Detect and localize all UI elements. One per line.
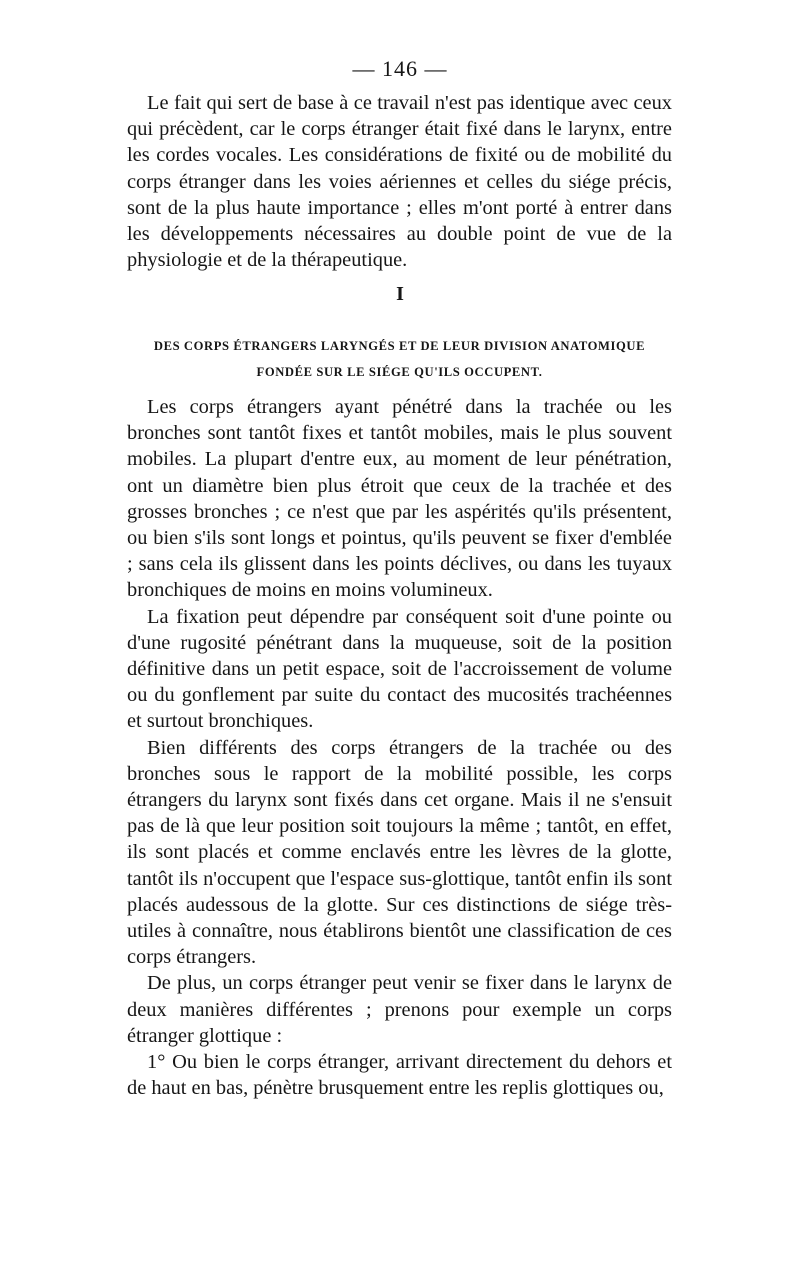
section-title: [127, 333, 672, 385]
body-text-block: [127, 394, 672, 1101]
intro-paragraph: Le fait qui sert de base à ce travail n'est pas identique avec ceux qui précèdent, car le corps étranger était fixé dans le larynx, entre les cordes vocales. Les considérations de fixité ou de mobilité du corps étranger dans les voies aériennes et celles du siége précis, sont de la plus haute importance ; elles m'ont porté à entrer dans les développements nécessaires au double point de vue de la physiologie et de la thérapeutique.: [127, 92, 672, 272]
paragraph: La fixation peut dépendre par conséquent soit d'une pointe ou d'une rugosité pénétrant dans la muqueuse, soit de la position définitive dans un petit espace, soit de l'accroissement de volume ou du gonflement par suite du contact des mucosités trachéennes et surtout bronchiques.: [127, 605, 672, 733]
paragraph: De plus, un corps étranger peut venir se fixer dans le larynx de deux manières différentes ; prenons pour exemple un corps étranger glottique :: [127, 972, 672, 1047]
section-number: I: [396, 283, 404, 305]
paragraph: Bien différents des corps étrangers de la trachée ou des bronches sous le rapport de la mobilité possible, les corps étrangers du larynx sont fixés dans cet organe. Mais il ne s'ensuit pas de là que leur position soit toujours la même ; tantôt, en effet, ils sont placés et comme enclavés entre les lèvres de la glotte, tantôt ils n'occupent que l'espace sus-glottique, tantôt enfin ils sont placés audessous de la glotte. Sur ces distinctions de siége très-utiles à connaître, nous établirons bientôt une classification de ces corps étrangers.: [127, 736, 672, 969]
section-title-line-2: FONDÉE SUR LE SIÉGE QU'ILS OCCUPENT.: [256, 365, 543, 379]
paragraph: 1° Ou bien le corps étranger, arrivant directement du dehors et de haut en bas, pénètre brusquement entre les replis glottiques ou,: [127, 1051, 672, 1100]
intro-paragraph-block: [127, 90, 672, 273]
page-number: — 146 —: [352, 56, 448, 81]
section-title-line-1: DES CORPS ÉTRANGERS LARYNGÉS ET DE LEUR DIVISION ANATOMIQUE: [153, 339, 646, 353]
paragraph: Les corps étrangers ayant pénétré dans la trachée ou les bronches sont tantôt fixes et tantôt mobiles, mais le plus souvent mobiles. La plupart d'entre eux, au moment de leur pénétration, ont un diamètre bien plus étroit que ceux de la trachée et des grosses bronches ; ce n'est que par les aspérités qu'ils présentent, ou bien s'ils sont longs et pointus, qu'ils peuvent se fixer d'emblée ; sans cela ils glissent dans les points déclives, ou dans les tuyaux bronchiques de moins en moins volumineux.: [127, 396, 672, 602]
